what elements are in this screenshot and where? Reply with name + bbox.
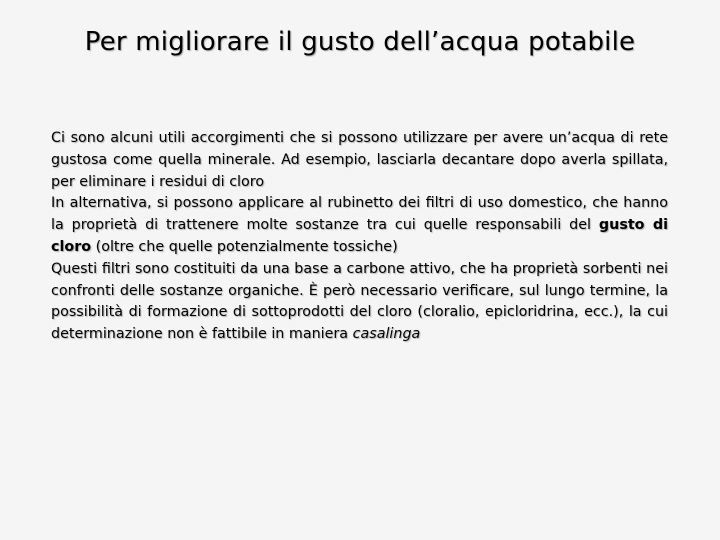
paragraph-filters [51,193,668,258]
casalinga-italic: casalinga [352,326,421,343]
slide-body [51,128,668,346]
paragraph-decanting: Ci sono alcuni utili accorgimenti che si possono utilizzare per avere un’acqua di rete gustosa come quella minerale. Ad esempio, lasciarla decantare dopo averla spillata, per eliminare i residui di cloro [51,130,668,190]
chlorine-taste-emphasis: gusto di cloro [51,217,668,255]
paragraph-filters-text-end: (oltre che quelle potenzialmente tossiche) [91,238,398,255]
paragraph-activated-carbon [51,259,668,346]
paragraph-filters-text-start: In alternativa, si possono applicare al rubinetto dei filtri di uso domestico, che hanno la proprietà di trattenere molte sostanze tra cui quelle responsabili del [51,195,668,234]
slide-title: Per migliorare il gusto dell’acqua potabile [84,27,636,57]
paragraph-carbon-text: Questi filtri sono costituiti da una base a carbone attivo, che ha proprietà sorbenti nei confronti delle sostanze organiche. È però necessario verificare, sul lungo termine, la possibilità di formazione di sottoprodotti del cloro (cloralio, epicloridrina, ecc.), la cui determinazione non è fattibile in maniera [51,260,668,343]
